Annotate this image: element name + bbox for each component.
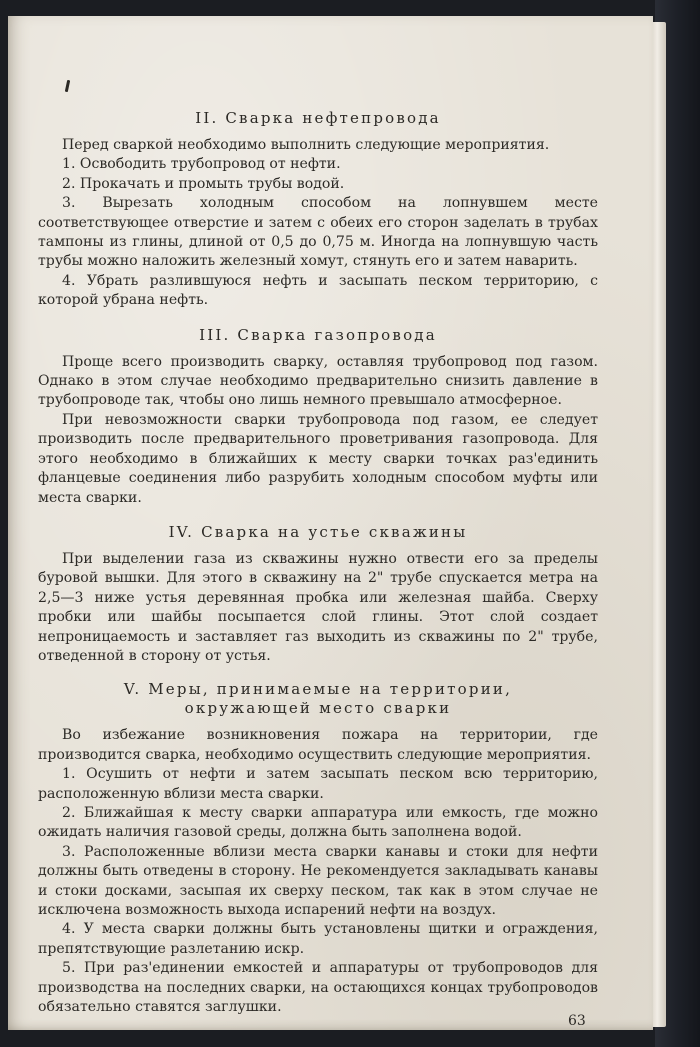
paragraph: 1. Освободить трубопровод от нефти. [62,156,341,173]
section-5 [38,680,598,1017]
section-title: II. Сварка нефтепровода [195,109,441,127]
paragraph: 5. При раз'единении емкостей и аппаратуры от трубопроводов для производства на последних сварки, на остающихся концах трубопроводов обязательно ставятся заглушки. [38,960,598,1016]
book-page [8,16,653,1030]
section-title-line: V. Меры, принимаемые на территории, [123,680,513,699]
paragraph: 4. У места сварки должны быть установлены щитки и ограждения, препятствующие разлетанию искр. [38,921,598,957]
ink-speck [65,80,70,92]
paragraph: 2. Ближайшая к месту сварки аппаратура или емкость, где можно ожидать наличия газовой среды, должна быть заполнена водой. [38,804,598,841]
paragraph: Проще всего производить сварку, оставляя трубопровод под газом. Однако в этом случае необходимо предварительно снизить давление в трубопроводе так, чтобы оно лишь немного превышало атмосферное. [38,353,598,409]
section-3 [38,325,598,508]
paragraph: При выделении газа из скважины нужно отвести его за пределы буровой вышки. Для этого в скважину на 2" трубе спускается метра на 2,5—3 ниже устья деревянная пробка или железная шайба. Сверху пробки или шайбы посыпается слой глины. Этот слой создает непроницаемость и заставляет газ выходить из скважины по 2" трубе, отведенной в сторону от устья. [38,550,598,664]
section-2 [38,108,598,311]
section-title [38,680,598,718]
paragraph: 1. Осушить от нефти и затем засыпать песком всю территорию, расположенную вблизи места сварки. [38,766,598,802]
page-text [38,108,598,1017]
paragraph: 4. Убрать разлившуюся нефть и засыпать песком территорию, с которой убрана нефть. [38,272,598,309]
section-title: III. Сварка газопровода [199,325,437,344]
page-number: 63 [568,1013,586,1029]
paragraph: 3. Вырезать холодным способом на лопнувшем месте соответствующее отверстие и затем с обеих его сторон заделать в трубах тампоны из глины, длиной от 0,5 до 0,75 м. Иногда на лопнувшую часть трубы можно наложить железный хомут, стянуть его и затем наварить. [38,195,598,270]
paragraph: 3. Расположенные вблизи места сварки канавы и стоки для нефти должны быть отведены в сторону. Не рекомендуется закладывать канавы и стоки досками, засыпая их сверху песком, так как в этом случае не исключена возможность выхода испарений нефти на воздух. [38,843,598,918]
section-title: IV. Сварка на устье скважины [168,522,468,541]
section-4 [38,522,598,666]
paragraph: Перед сваркой необходимо выполнить следующие мероприятия. [62,137,550,153]
paragraph: 2. Прокачать и промыть трубы водой. [62,175,345,192]
paragraph: При невозможности сварки трубопровода под газом, ее следует производить после предварительного проветривания газопровода. Для этого необходимо в ближайших к месту сварки точках раз'единить фланцевые соединения либо разрубить холодным способом муфты или места сварки. [38,411,598,506]
paragraph: Во избежание возникновения пожара на территории, где производится сварка, необходимо осуществить следующие мероприятия. [38,727,598,763]
section-title-line: окружающей место сварки [184,699,452,718]
